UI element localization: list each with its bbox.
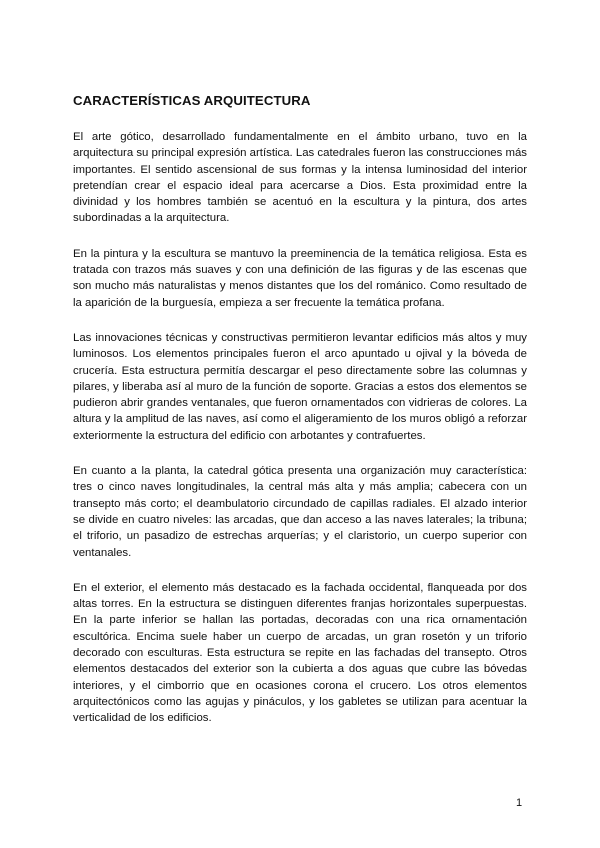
paragraph-exterior: En el exterior, el elemento más destacado es la fachada occidental, flanqueada por dos altas torres. En la estructura se distinguen diferentes franjas horizontales superpuestas. En la parte inferior se hallan las portadas, decoradas con una rica ornamentación escultórica. Encima suele haber un cuerpo de arcadas, un gran rosetón y un triforio decorado con esculturas. Esta estructura se repite en las fachadas del transepto. Otros elementos destacados del exterior son la cubierta a dos aguas que cubre las bóvedas interiores, y el cimborrio que en ocasiones corona el crucero. Los otros elementos arquitectónicos como las agujas y pináculos, y los gabletes se utilizan para acentuar la verticalidad de los edificios. bbox=[73, 581, 527, 725]
document-body bbox=[73, 129, 527, 746]
page-title: CARACTERÍSTICAS ARQUITECTURA bbox=[73, 93, 311, 108]
page-number: 1 bbox=[516, 797, 523, 809]
paragraph-innovations: Las innovaciones técnicas y constructivas permitieron levantar edificios más altos y muy luminosos. Los elementos principales fueron el arco apuntado u ojival y la bóveda de crucería. Esta estructura permitía descargar el peso directamente sobre las columnas y pilares, y liberaba así al muro de la función de soporte. Gracias a estos dos elementos se pudieron abrir grandes ventanales, que fueron ornamentados con vidrieras de colores. La altura y la amplitud de las naves, así como el aligeramiento de los muros obligó a reforzar exteriormente la estructura del edificio con arbotantes y contrafuertes. bbox=[73, 331, 527, 442]
paragraph-floor-plan: En cuanto a la planta, la catedral gótica presenta una organización muy característica: tres o cinco naves longitudinales, la central más alta y más amplia; cabecera con un transepto más corto; el deambulatorio circundado de capillas radiales. El alzado interior se divide en cuatro niveles: las arcadas, que dan acceso a las naves laterales; la tribuna; el triforio, un pasadizo de estrechas arquerías; y el claristorio, un cuerpo superior con ventanales. bbox=[73, 465, 527, 559]
paragraph-intro: El arte gótico, desarrollado fundamentalmente en el ámbito urbano, tuvo en la arquitectura su principal expresión artística. Las catedrales fueron las construcciones más importantes. El sentido ascensional de sus formas y la intensa luminosidad del interior pretendían crear el espacio ideal para acercarse a Dios. Esta proximidad entre la divinidad y los hombres también se acentuó en la escultura y la pintura, dos artes subordinadas a la arquitectura. bbox=[73, 131, 527, 225]
paragraph-painting-sculpture: En la pintura y la escultura se mantuvo la preeminencia de la temática religiosa. Esta es tratada con trazos más suaves y con una definición de las figuras y de las escenas que son mucho más naturalistas y menos distantes que los del románico. Como resultado de la aparición de la burguesía, empieza a ser frecuente la temática profana. bbox=[73, 247, 527, 309]
